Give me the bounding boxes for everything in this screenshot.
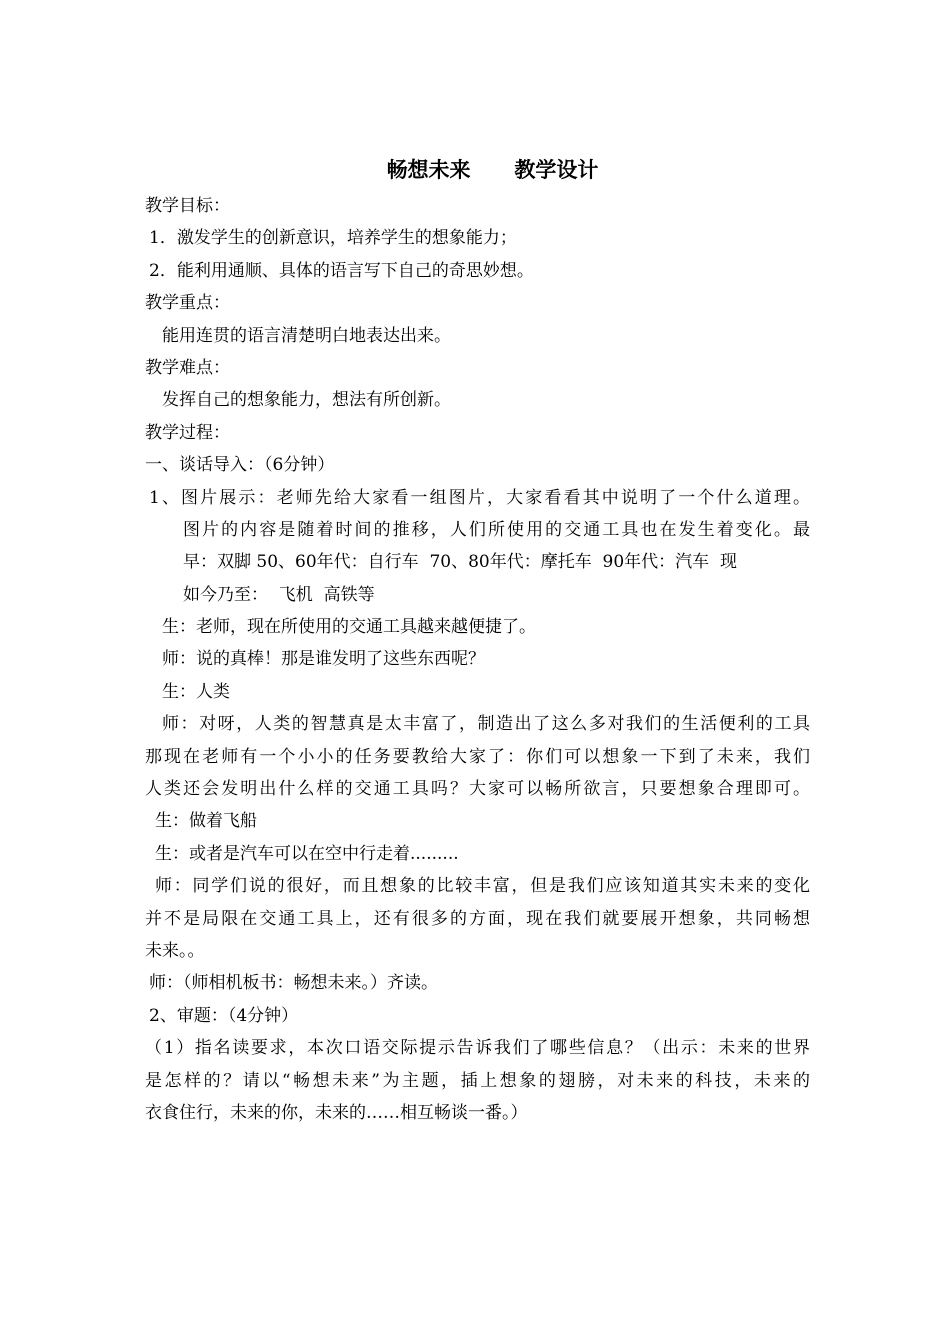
dialogue-line: 生：老师，现在所使用的交通工具越来越便捷了。 xyxy=(162,617,536,638)
dialogue-line: 未来。。 xyxy=(145,940,205,961)
document-page xyxy=(145,150,810,1129)
section-heading-objectives: 教学目标： xyxy=(145,196,230,216)
objective-item-2: 2．能利用通顺、具体的语言写下自己的奇思妙想。 xyxy=(149,260,534,281)
process-step-2-heading: 2、审题：（4分钟） xyxy=(149,1005,299,1026)
dialogue-line: 师：同学们说的很好，而且想象的比较丰富，但是我们应该知道其实未来的变化 xyxy=(155,876,810,897)
section-heading-key-points: 教学重点： xyxy=(145,293,230,314)
process-step-1-heading: 一、谈话导入：（6分钟） xyxy=(145,455,335,476)
paragraph-line: 早：双脚 50、60年代：自行车 70、80年代：摩托车 90年代：汽车 现 xyxy=(183,552,737,573)
dialogue-line: 生：或者是汽车可以在空中行走着......... xyxy=(155,843,459,864)
dialogue-line: 那现在老师有一个小小的任务要教给大家了：你们可以想象一下到了未来，我们 xyxy=(145,746,810,767)
paragraph-line: 是怎样的？请以“畅想未来”为主题，插上想象的翅膀，对未来的科技，未来的 xyxy=(145,1070,810,1091)
dialogue-line: 师：对呀，人类的智慧真是太丰富了，制造出了这么多对我们的生活便利的工具 xyxy=(162,714,810,735)
dialogue-line: 师：说的真棒！那是谁发明了这些东西呢？ xyxy=(162,649,485,670)
paragraph-line: （1）指名读要求，本次口语交际提示告诉我们了哪些信息？（出示：未来的世界 xyxy=(145,1038,810,1059)
paragraph-line: 1、图片展示：老师先给大家看一组图片，大家看看其中说明了一个什么道理。 xyxy=(149,487,810,508)
dialogue-line: 生：做着飞船 xyxy=(155,811,257,832)
objective-item-1: 1．激发学生的创新意识，培养学生的想象能力； xyxy=(149,228,517,249)
dialogue-line: 人类还会发明出什么样的交通工具吗？大家可以畅所欲言，只要想象合理即可。 xyxy=(145,779,810,800)
dialogue-line: 师：（师相机板书：畅想未来。）齐读。 xyxy=(149,973,438,994)
dialogue-line: 并不是局限在交通工具上，还有很多的方面，现在我们就要展开想象，共同畅想 xyxy=(145,908,810,929)
paragraph-line: 图片的内容是随着时间的推移，人们所使用的交通工具也在发生着变化。最 xyxy=(183,519,810,540)
difficulty-text: 发挥自己的想象能力，想法有所创新。 xyxy=(162,390,451,411)
section-heading-process: 教学过程： xyxy=(145,422,230,443)
paragraph-line: 衣食住行，未来的你，未来的……相互畅谈一番。） xyxy=(145,1102,528,1123)
section-heading-difficulties: 教学难点： xyxy=(145,357,230,378)
paragraph-line: 如今乃至： 飞机 高铁等 xyxy=(183,584,375,605)
dialogue-line: 生：人类 xyxy=(162,681,230,702)
key-point-text: 能用连贯的语言清楚明白地表达出来。 xyxy=(162,325,451,346)
document-title: 畅想未来 教学设计 xyxy=(386,157,599,182)
